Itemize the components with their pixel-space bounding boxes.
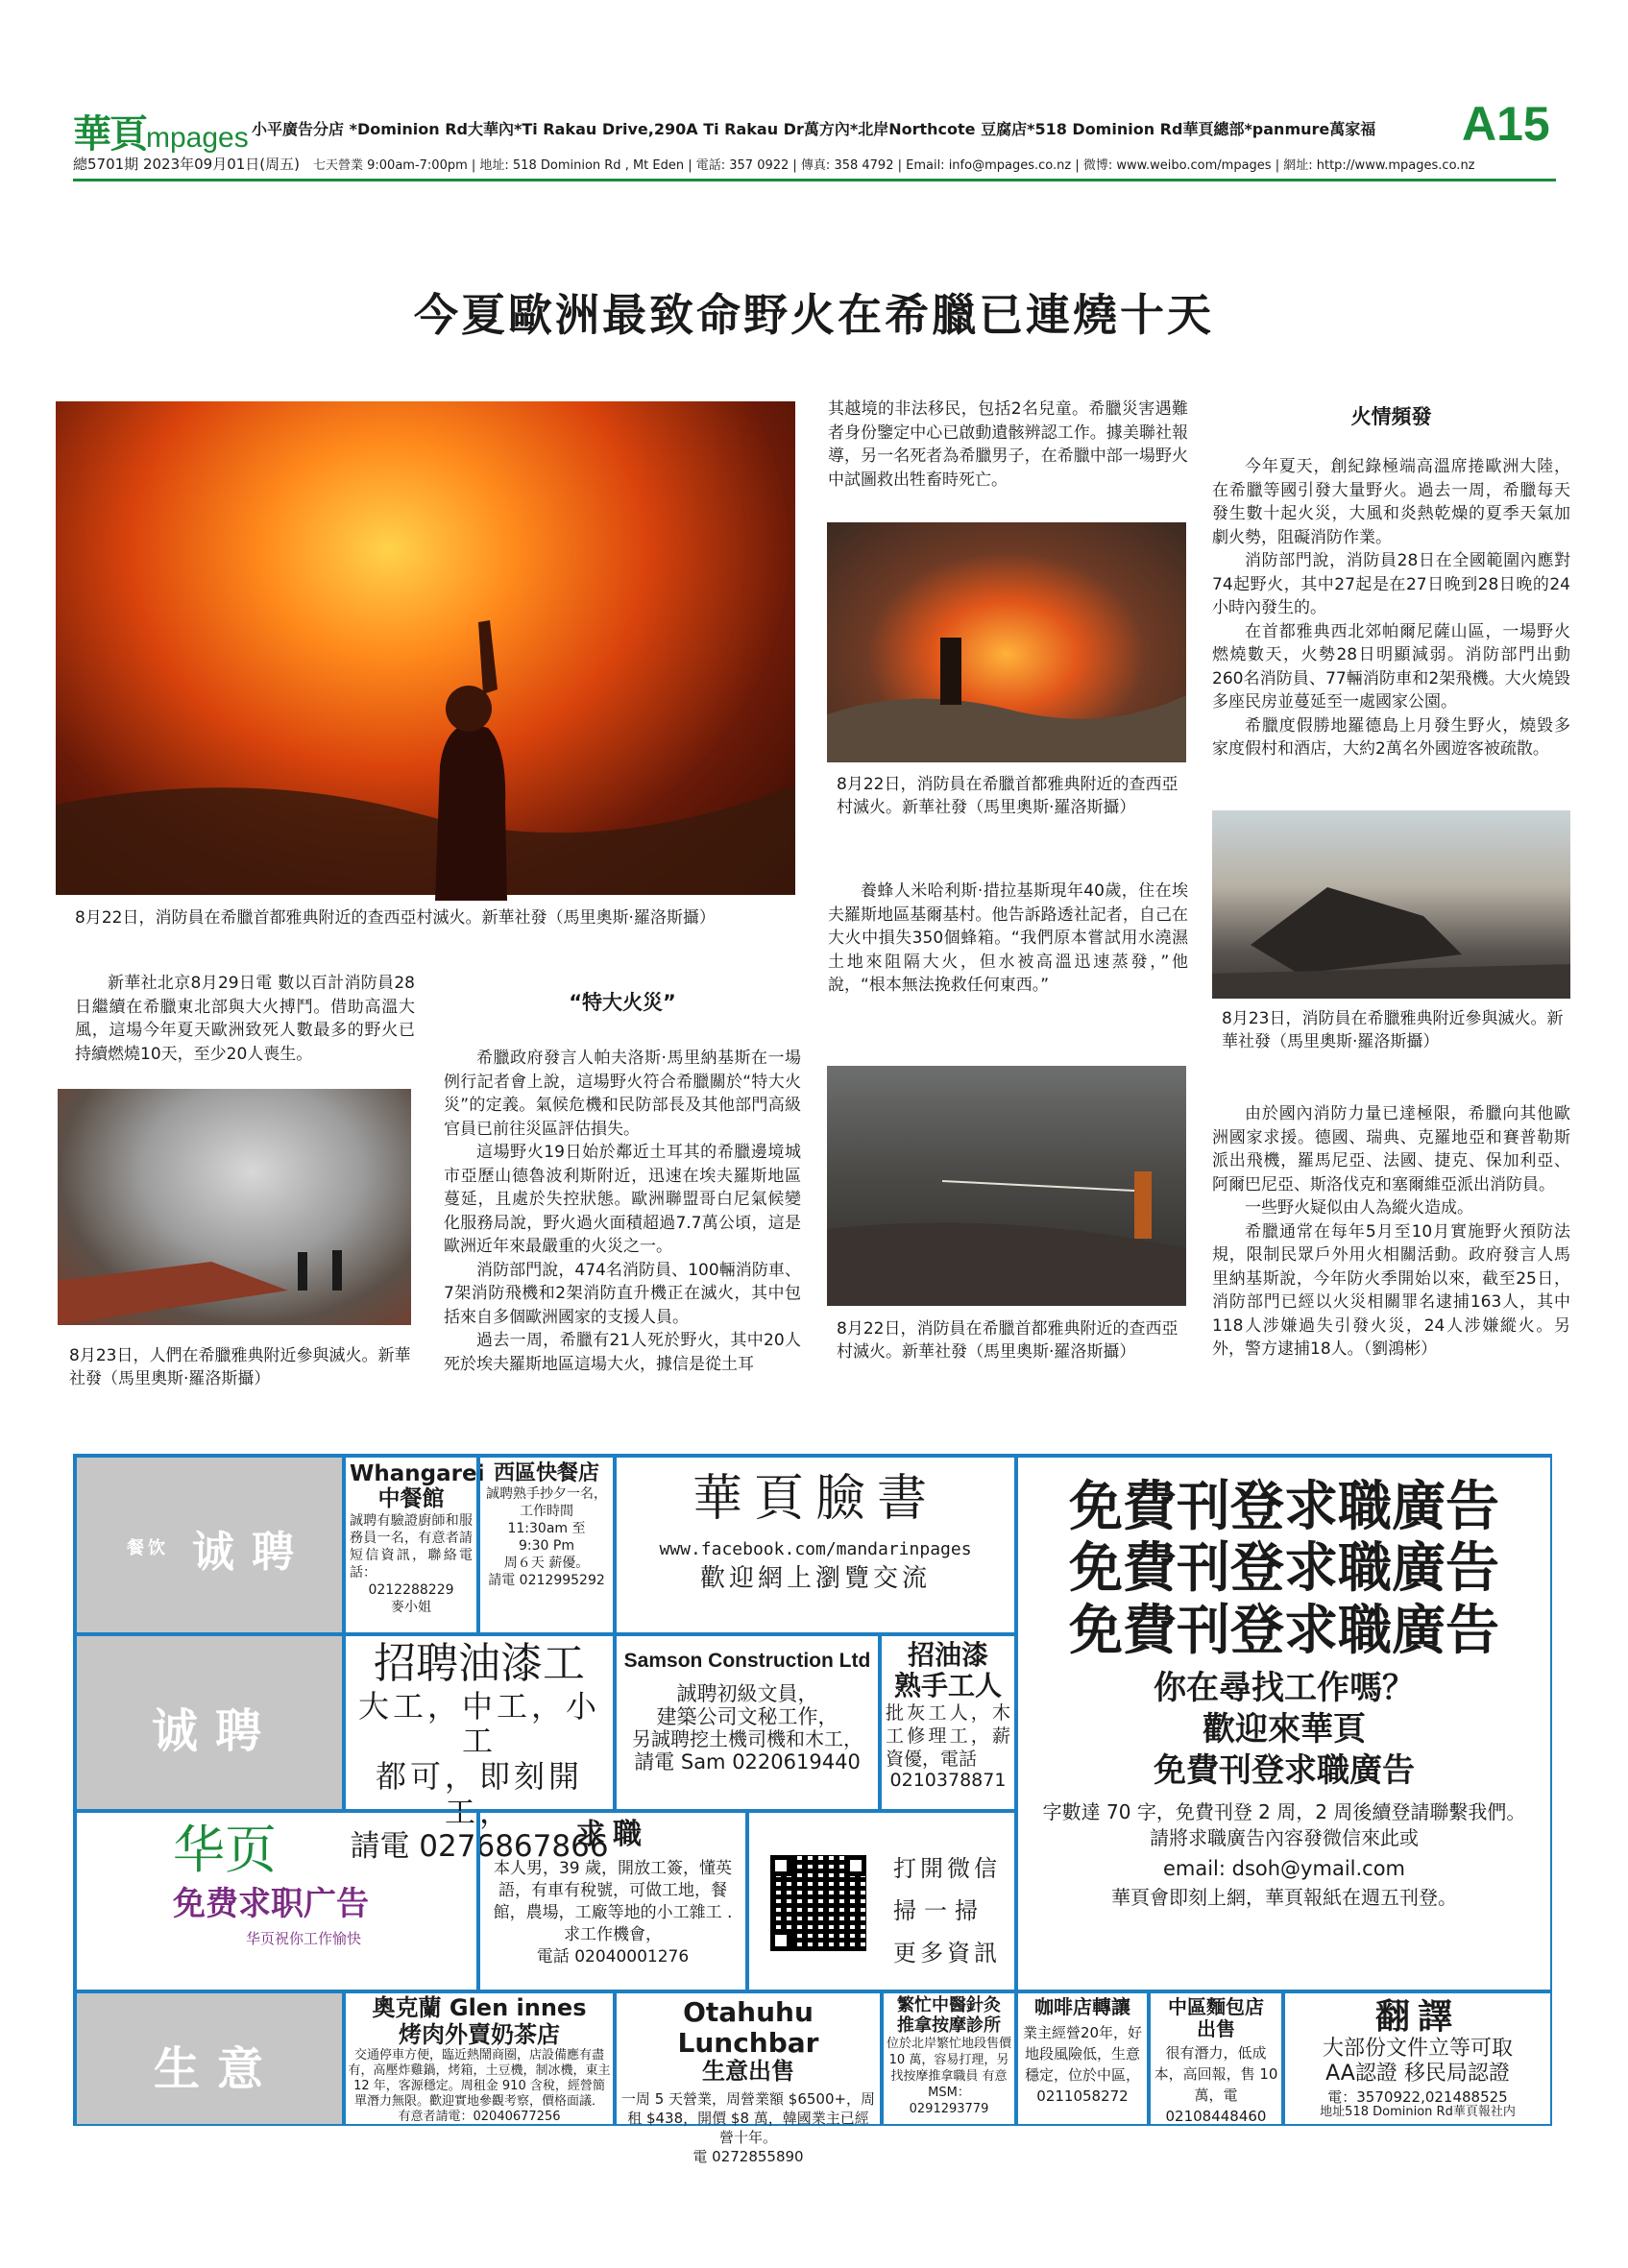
qr-corner-tl <box>770 1855 791 1876</box>
photo1-caption: 8月22日，消防員在希臘首都雅典附近的查西亞村滅火。新華社發（馬里奧斯·羅洛斯攝） <box>75 908 716 928</box>
glen-title2: 烤肉外賣奶茶店 <box>399 2020 560 2048</box>
section2-body-bottom <box>1212 1102 1570 1362</box>
ad-samson <box>615 1634 880 1811</box>
photo3-caption: 8月23日，消防員在希臘雅典附近參與滅火。新華社發（馬里奧斯·羅洛斯攝） <box>1222 1009 1564 1051</box>
section2-p1: 今年夏天，創紀錄極端高溫席捲歐洲大陸，在希臘等國引發大量野火。過去一周，希臘每天發生數十起火災，大風和炎熱乾燥的夏季天氣加劇火勢，阻礙消防作業。 <box>1212 457 1570 547</box>
qr-more-text: 更多資訊 <box>893 1940 1001 1966</box>
cafe-body: 業主經營20年，好地段風險低，生意穩定，位於中區， <box>1022 2024 1143 2084</box>
samson-title: Samson Construction Ltd <box>623 1650 871 1672</box>
ad-massage-clinic <box>882 1991 1016 2126</box>
glen-phone: 有意者請電：02040677256 <box>398 2110 561 2125</box>
noodle-title1: 中區麵包店 <box>1168 1995 1264 2018</box>
qr-scan-text: 掃一掃 <box>893 1897 985 1924</box>
paint2-title2: 熟手工人 <box>893 1670 1002 1702</box>
col3-mid <box>828 880 1188 998</box>
ad-bakery-sale <box>1149 1991 1283 2126</box>
headline: 今夏歐洲最致命野火在希臘已連燒十天 <box>414 289 1214 341</box>
logo-en: mpages <box>146 122 249 154</box>
xiqu-title: 西區快餐店 <box>493 1461 599 1485</box>
row4-label-main: 生意 <box>154 2042 281 2096</box>
noodle-phone: 02108448460 <box>1165 2108 1267 2125</box>
xiqu-body1: 誠聘熟手抄夕一名， <box>486 1486 607 1503</box>
free-ad-line-2: 免費刊登求職廣告 <box>1069 1537 1499 1601</box>
row1-label-main: 诚聘 <box>192 1528 311 1577</box>
huaye-wish: 华页祝你工作愉快 <box>246 1930 362 1948</box>
paint2-phone: 0210378871 <box>889 1770 1007 1792</box>
ad-wechat-qr <box>747 1811 1016 1991</box>
ad-xiqu <box>478 1456 615 1634</box>
ad-otahuhu <box>615 1991 882 2165</box>
otahuhu-body: 一周 5 天營業，周營業額 $6500+，周租 $438，開價 $8 萬，韓國業主已經營十年。 <box>620 2089 876 2146</box>
noodle-title2: 出售 <box>1197 2017 1235 2040</box>
branch-list: 小平廣告分店 *Dominion Rd大華內*Ti Rakau Drive,290A Ti Rakau Dr萬方內*北岸Northcote 豆腐店*518 Dominion Rd華頁總部*panmure萬家福 <box>252 120 1376 138</box>
row1-label <box>75 1456 344 1634</box>
samson-body3: 另誠聘挖土機司機和木工， <box>632 1727 863 1751</box>
facebook-sub: 歡迎網上瀏覽交流 <box>699 1564 931 1594</box>
ad-cafe-transfer <box>1016 1991 1149 2126</box>
xiqu-body2: 工作時間 <box>520 1504 573 1520</box>
firefighter-silhouette <box>56 401 795 895</box>
section2-p7: 希臘通常在每年5月至10月實施野火預防法規，限制民眾戶外用火相關活動。政府發言人馬里納基斯說，今年防火季開始以來，截至25日，消防部門已經以火災相關罪名逮捕163人，其中118人涉嫌過失引發火災，24人涉嫌縱火。另外，警方逮捕18人。（劉鴻彬） <box>1212 1221 1570 1359</box>
issue-date: 總5701期 2023年09月01日(周五) <box>73 156 300 173</box>
facebook-url[interactable]: www.facebook.com/mandarinpages <box>659 1538 972 1559</box>
section1-p4: 過去一周，希臘有21人死於野火，其中20人死於埃夫羅斯地區這場大火，據信是從土耳 <box>444 1331 801 1374</box>
facebook-title: 華頁臉書 <box>692 1470 938 1528</box>
photo4-caption: 8月23日，人們在希臘雅典附近參與滅火。新華社發（馬里奧斯·羅洛斯攝） <box>69 1346 411 1388</box>
section2-p5: 由於國內消防力量已達極限，希臘向其他歐洲國家求援。德國、瑞典、克羅地亞和賽普勒斯派出飛機，羅馬尼亞、法國、捷克、保加利亞、阿爾巴尼亞、斯洛伐克和塞爾維亞派出消防員。 <box>1212 1104 1570 1194</box>
section2-title: 火情頻發 <box>1350 405 1432 428</box>
free-ad-question: 你在尋找工作嗎？ <box>1154 1669 1415 1708</box>
burned-house-scene <box>1212 810 1570 999</box>
section2-p3: 在首都雅典西北郊帕爾尼薩山區，一場野火燃燒數天，火勢28日明顯減弱。消防部門出動260名消防員、77輛消防車和2架飛機。大火燒毀多座民房並蔓延至一處國家公園。 <box>1212 621 1570 712</box>
row4-label <box>75 1991 344 2126</box>
qr-open-text: 打開微信 <box>893 1855 1001 1882</box>
ad-job-wanted <box>478 1811 747 1991</box>
free-ad-rule: 字數達 70 字，免費刊登 2 周，2 周後續登請聯繫我們。 <box>1042 1800 1526 1824</box>
massage-body: 位於北岸繁忙地段售價 10 萬，容易打理，另找按摩推拿職員 有意 MSM： <box>887 2037 1012 2101</box>
section2-p4: 希臘度假勝地羅德島上月發生野火，燒毀多家度假村和酒店，大約2萬名外國遊客被疏散。 <box>1212 715 1570 759</box>
ad-whangarei <box>344 1456 485 1634</box>
huaye-logo: 华页 <box>173 1820 277 1880</box>
photo2-caption: 8月22日，消防員在希臘首都雅典附近的查西亞村滅火。新華社發（馬里奧斯·羅洛斯攝） <box>837 775 1178 817</box>
village-fire-scene <box>827 522 1186 762</box>
glen-title1: 奧克蘭 Glen innes <box>372 1994 587 2021</box>
cafe-title: 咖啡店轉讓 <box>1034 1995 1130 2018</box>
photo-firefighter-village <box>827 522 1186 762</box>
section1-body <box>444 1047 801 1376</box>
masthead-logo <box>73 104 249 158</box>
article-lead <box>75 972 415 1066</box>
painter-title: 招聘油漆工 <box>374 1639 585 1688</box>
photo-burned-house <box>1212 810 1570 999</box>
xiqu-body5: 周６天 薪優。 <box>503 1556 590 1572</box>
free-ad-line-3: 免費刊登求職廣告 <box>1069 1599 1499 1662</box>
photo-rooftop-smoke <box>58 1089 411 1325</box>
samson-phone: 請電 Sam 0220619440 <box>634 1750 861 1774</box>
free-ad-wechat: 請將求職廣告內容發微信來此或 <box>1150 1826 1419 1850</box>
row2-label <box>75 1634 344 1811</box>
trans-phone: 電：3570922,021488525 <box>1327 2087 1508 2106</box>
header-rule <box>73 179 1556 181</box>
row2-label-main: 诚聘 <box>152 1704 279 1758</box>
otahuhu-title1: Otahuhu Lunchbar <box>677 1996 819 2060</box>
col3-mid-text: 養蜂人米哈利斯·措拉基斯現年40歲，住在埃夫羅斯地區基爾基村。他告訴路透社記者，自己在大火中損失350個蜂箱。“我們原本嘗試用水澆濕土地來阻隔大火，但水被高溫迅速蒸發，”他說，“根本無法挽救任何東西。” <box>828 881 1188 995</box>
ad-facebook <box>615 1456 1016 1634</box>
otahuhu-title2: 生意出售 <box>702 2058 794 2086</box>
section1-p1: 希臘政府發言人帕夫洛斯·馬里納基斯在一場例行記者會上說，這場野火符合希臘關於“特大火災”的定義。氣候危機和民防部長及其他部門高級官員已前往災區評估損失。 <box>444 1049 801 1139</box>
paint2-title1: 招油漆 <box>907 1639 988 1671</box>
page-number: A15 <box>1462 97 1550 151</box>
trans-title: 翻譯 <box>1374 1997 1460 2037</box>
whangarei-title: Whangarei <box>350 1461 485 1486</box>
whangarei-phone: 0212288229 <box>368 1581 454 1598</box>
job-phone: 電話 02040001276 <box>536 1946 690 1966</box>
painter-phone: 請電 0276867866 <box>350 1828 609 1864</box>
section2-p6: 一些野火疑似由人為縱火造成。 <box>1245 1198 1473 1218</box>
whangarei-contact: 麥小姐 <box>391 1599 431 1615</box>
col3-top-text: 其越境的非法移民，包括2名兒童。希臘災害遇難者身份鑒定中心已啟動遺骸辨認工作。據美聯社報導，另一名死者為希臘男子，在希臘中部一場野火中試圖救出牲畜時死亡。 <box>828 399 1188 490</box>
free-ad-line-4: 免費刊登求職廣告 <box>1154 1751 1415 1791</box>
trans-body1: 大部份文件立等可取 <box>1322 2037 1513 2062</box>
xiqu-phone: 請電 0212995292 <box>488 1573 605 1589</box>
samson-body2: 建築公司文秘工作， <box>656 1705 838 1729</box>
paint2-body: 批灰工人，木工修理工，薪資優，電話 <box>886 1702 1010 1771</box>
row1-label-small: 餐饮 <box>127 1538 169 1558</box>
massage-phone: 0291293779 <box>909 2102 989 2117</box>
huaye-free: 免费求职广告 <box>173 1885 369 1924</box>
massage-title2: 推拿按摩診所 <box>897 2015 1001 2036</box>
photo-firefighter-main <box>56 401 795 895</box>
section2-body-top <box>1212 455 1570 761</box>
job-title: 求職 <box>576 1818 649 1851</box>
massage-title1: 繁忙中醫針灸 <box>897 1995 1001 2015</box>
col3-top <box>828 398 1188 492</box>
glen-body: 交通停車方便，臨近熱鬧商圈，店設備應有盡有，高壓炸雞鍋，烤箱，土豆機，制冰機，東主 12 年，客源穩定。周租金 910 含稅，經營簡單潛力無限。歡迎實地參觀考察，價格面議． <box>348 2048 611 2110</box>
xiqu-body4: 9:30 Pm <box>519 1538 574 1555</box>
painter-body2: 都可，即刻開工， <box>375 1758 583 1830</box>
section1-title: “特大火災” <box>569 991 676 1014</box>
lead-paragraph: 新華社北京8月29日電 數以百計消防員28日繼續在希臘東北部與大火搏鬥。借助高溫大風，這場今年夏天歐洲致死人數最多的野火已持續燃燒10天，至少20人喪生。 <box>75 974 415 1064</box>
ad-paint2 <box>880 1634 1016 1811</box>
samson-body1: 誠聘初級文員， <box>676 1682 818 1706</box>
free-ad-email[interactable]: email: dsoh@ymail.com <box>1162 1857 1406 1881</box>
otahuhu-phone: 電 0272855890 <box>693 2147 804 2165</box>
rooftop-scene <box>58 1089 411 1325</box>
whangarei-body: 誠聘有驗證廚師和服務員一名，有意者請短信資訊，聯絡電話： <box>350 1512 473 1580</box>
section2-p2: 消防部門說，消防員28日在全國範圍內應對74起野火，其中27起是在27日晚到28日晚的24小時內發生的。 <box>1212 551 1570 617</box>
photo5-caption: 8月22日，消防員在希臘首都雅典附近的查西亞村滅火。新華社發（馬里奧斯·羅洛斯攝） <box>837 1319 1178 1362</box>
cafe-phone: 0211058272 <box>1036 2087 1129 2105</box>
free-ad-online: 華頁會即刻上網，華頁報紙在週五刊登。 <box>1111 1885 1457 1909</box>
free-ad-line-1: 免費刊登求職廣告 <box>1069 1476 1499 1538</box>
ad-huaye-promo <box>75 1811 478 1991</box>
free-ad-welcome: 歡迎來華頁 <box>1203 1710 1366 1749</box>
logo-cn: 華頁 <box>73 111 146 157</box>
job-body: 本人男，39 歲，開放工簽，懂英語，有車有稅號，可做工地，餐館，農場，工廠等地的小工雜工 .求工作機會， <box>493 1858 733 1944</box>
noodle-body: 很有潛力，低成本，高回報，售 10 萬，電 <box>1154 2044 1278 2104</box>
qr-corner-tr <box>845 1855 866 1876</box>
issue-line <box>73 154 1475 174</box>
whangarei-sub: 中餐館 <box>377 1486 445 1512</box>
ad-glen-innes <box>344 1991 615 2126</box>
trans-body2: AA認證 移民局認證 <box>1325 2061 1510 2086</box>
photo-firefighters-hose <box>827 1066 1186 1306</box>
painter-body1: 大工，中工，小工 <box>357 1687 600 1760</box>
qr-corner-bl <box>770 1930 791 1951</box>
ad-translation <box>1283 1991 1552 2126</box>
trans-addr: 地址518 Dominion Rd華頁報社内 <box>1320 2105 1516 2120</box>
contact-info: 七天營業 9:00am-7:00pm | 地址: 518 Dominion Rd , Mt Eden | 電話: 357 0922 | 傳真: 358 4792 | Email: info@mpages.co.nz | 微博: www.weibo.com/mpages | 網址: http://www.mpages.co.nz <box>313 158 1475 173</box>
section1-p2: 這場野火19日始於鄰近土耳其的希臘邊境城市亞歷山德魯波利斯附近，迅速在埃夫羅斯地區蔓延，且處於失控狀態。歐洲聯盟哥白尼氣候變化服務局說，野火過火面積超過7.7萬公頃，這是歐洲近年來最嚴重的火災之一。 <box>444 1143 801 1256</box>
xiqu-body3: 11:30am 至 <box>507 1521 586 1537</box>
hose-scene <box>827 1066 1186 1306</box>
ad-free-job-listing <box>1016 1456 1552 1991</box>
section1-p3: 消防部門說，474名消防員、100輛消防車、7架消防飛機和2架消防直升機正在滅火，其中包括來自多個歐洲國家的支援人員。 <box>444 1260 801 1327</box>
